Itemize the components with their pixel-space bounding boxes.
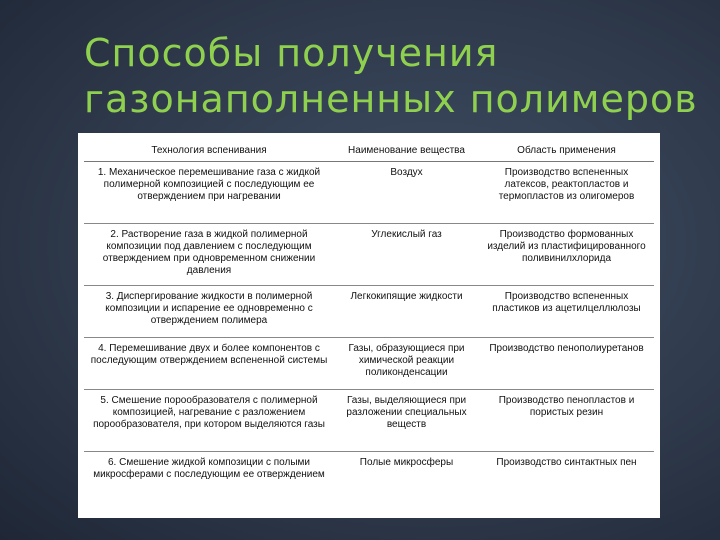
- cell-technology: 3. Диспергирование жидкости в полимерной композиции и испарение ее одновременно с отверждением полимера: [84, 286, 334, 338]
- cell-substance: Углекислый газ: [334, 224, 479, 286]
- cell-application: Производство формованных изделий из пластифицированного поливинилхлорида: [479, 224, 654, 286]
- table-row: [84, 452, 654, 502]
- slide-title-line-2: газонаполненных полимеров: [84, 77, 698, 121]
- header-substance: Наименование вещества: [334, 139, 479, 162]
- table-row: [84, 390, 654, 452]
- header-application: Область применения: [479, 139, 654, 162]
- cell-technology: 5. Смешение порообразователя с полимерной композицией, нагревание с разложением порообразователя, при котором выделяются газы: [84, 390, 334, 452]
- cell-substance: Газы, выделяющиеся при разложении специальных веществ: [334, 390, 479, 452]
- table-row: [84, 338, 654, 390]
- cell-technology: 1. Механическое перемешивание газа с жидкой полимерной композицией с последующим ее отверждением при нагревании: [84, 162, 334, 224]
- cell-application: Производство вспененных пластиков из ацетилцеллюлозы: [479, 286, 654, 338]
- table-header-row: [84, 139, 654, 162]
- cell-substance: Полые микросферы: [359, 457, 454, 468]
- header-technology: Технология вспенивания: [84, 139, 334, 162]
- cell-substance: Воздух: [334, 162, 479, 224]
- slide-title: [84, 30, 704, 122]
- cell-substance: Газы, образующиеся при химической реакции поликонденсации: [334, 338, 479, 390]
- table-row: [84, 162, 654, 224]
- cell-application: Производство синтактных пен: [496, 457, 637, 468]
- cell-substance: Легкокипящие жидкости: [334, 286, 479, 338]
- cell-technology: 4. Перемешивание двух и более компонентов с последующим отверждением вспененной системы: [84, 338, 334, 390]
- cell-application: Производство вспененных латексов, реактопластов и термопластов из олигомеров: [479, 162, 654, 224]
- slide-title-line-1: Способы получения: [84, 31, 499, 75]
- cell-technology: 6. Смешение жидкой композиции с полыми микросферами с последующим ее отверждением: [93, 457, 325, 480]
- table-row: [84, 224, 654, 286]
- methods-table: [84, 139, 654, 502]
- table-panel: [78, 133, 660, 518]
- cell-technology: 2. Растворение газа в жидкой полимерной композиции под давлением с последующим отверждением при одновременном снижении давления: [84, 224, 334, 286]
- cell-application: Производство пенополиуретанов: [479, 338, 654, 390]
- table-row: [84, 286, 654, 338]
- cell-application: Производство пенопластов и пористых резин: [479, 390, 654, 452]
